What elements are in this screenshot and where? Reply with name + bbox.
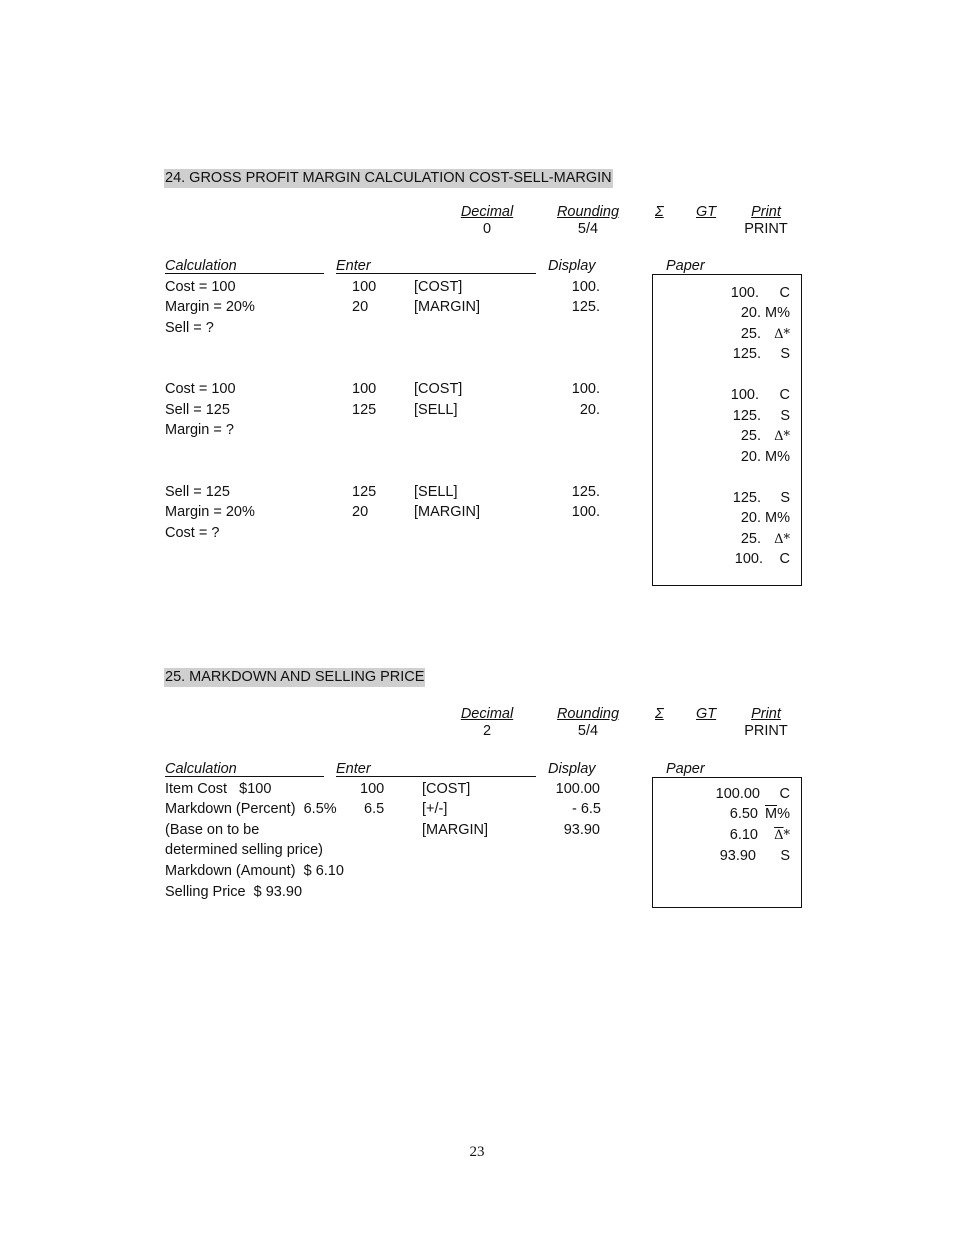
sigma-label: Σ [655, 204, 664, 220]
table-row-calc: Sell = 125 [165, 484, 230, 500]
table-row-enter: 20 [352, 299, 369, 315]
section-24-title: 24. GROSS PROFIT MARGIN CALCULATION COST-SELL-MARGIN [165, 170, 612, 186]
paper-tape-25: 100.00 C 6.50 $\overline{M}\%$ 6.10 $\overline{\Delta}*$ 93.90 S [652, 777, 802, 908]
sigma-label: Σ [655, 706, 664, 722]
calculation-header: Calculation [165, 258, 237, 274]
table-row-enter: 100 [352, 279, 377, 295]
table-row-key: [MARGIN] [422, 822, 489, 838]
table-row-calc: Cost = 100 [165, 381, 236, 397]
table-row-display: 100. [571, 381, 600, 397]
table-row-display: 100. [571, 279, 600, 295]
table-row-enter: 125 [352, 402, 377, 418]
table-row-display: 125. [571, 299, 600, 315]
print-label: Print [751, 204, 781, 220]
table-row-display: 100.00 [555, 781, 600, 797]
table-row-calc: Margin = 20% [165, 504, 255, 520]
table-row-key: [SELL] [414, 402, 458, 418]
enter-header: Enter [336, 258, 371, 274]
display-header: Display [548, 258, 596, 274]
enter-header: Enter [336, 761, 371, 777]
table-row-calc: Markdown (Amount) $ 6.10 [165, 863, 344, 879]
table-row-display: 125. [571, 484, 600, 500]
paper-tape-24: 100. C 20. M% 25. Δ* 125. S 100. C 125. S 25. Δ* 20. M% 125. S 20. M% 25. Δ* 100. C [652, 274, 802, 586]
gt-label: GT [696, 204, 717, 220]
paper-header: Paper [666, 761, 705, 777]
decimal-value: 2 [482, 723, 492, 739]
print-value: PRINT [744, 221, 788, 237]
table-row-key: [COST] [422, 781, 471, 797]
display-header: Display [548, 761, 596, 777]
table-row-key: [MARGIN] [414, 299, 481, 315]
table-row-key: [COST] [414, 279, 463, 295]
rounding-value: 5/4 [577, 723, 599, 739]
calculation-header: Calculation [165, 761, 237, 777]
table-row-calc: Cost = ? [165, 525, 220, 541]
table-row-calc: Item Cost $100 [165, 781, 272, 797]
table-row-enter: 20 [352, 504, 369, 520]
table-row-calc: Markdown (Percent) 6.5% [165, 801, 337, 817]
table-row-calc: Margin = 20% [165, 299, 255, 315]
decimal-label: Decimal [460, 706, 514, 722]
table-row-display: 20. [579, 402, 600, 418]
table-row-calc: Cost = 100 [165, 279, 236, 295]
table-row-enter: 100 [360, 781, 385, 797]
rounding-label: Rounding [556, 204, 620, 220]
table-row-display: - 6.5 [571, 801, 601, 817]
table-row-key: [COST] [414, 381, 463, 397]
table-row-calc: Selling Price $ 93.90 [165, 884, 303, 900]
print-value: PRINT [744, 723, 788, 739]
page-number: 23 [469, 1144, 485, 1160]
table-row-key: [SELL] [414, 484, 458, 500]
section-25-title: 25. MARKDOWN AND SELLING PRICE [165, 669, 425, 685]
table-row-calc: determined selling price) [165, 842, 323, 858]
gt-label: GT [696, 706, 717, 722]
decimal-value: 0 [482, 221, 492, 237]
paper-header: Paper [666, 258, 705, 274]
table-row-calc: (Base on to be [165, 822, 260, 838]
rounding-label: Rounding [556, 706, 620, 722]
table-row-calc: Sell = ? [165, 320, 214, 336]
print-label: Print [751, 706, 781, 722]
table-row-key: [MARGIN] [414, 504, 481, 520]
table-row-enter: 125 [352, 484, 377, 500]
rounding-value: 5/4 [577, 221, 599, 237]
table-row-enter: 100 [352, 381, 377, 397]
table-row-display: 100. [571, 504, 600, 520]
table-row-calc: Margin = ? [165, 422, 234, 438]
decimal-label: Decimal [460, 204, 514, 220]
table-row-calc: Sell = 125 [165, 402, 230, 418]
table-row-display: 93.90 [563, 822, 600, 838]
table-row-enter: 6.5 [364, 801, 385, 817]
table-row-key: [+/-] [422, 801, 448, 817]
